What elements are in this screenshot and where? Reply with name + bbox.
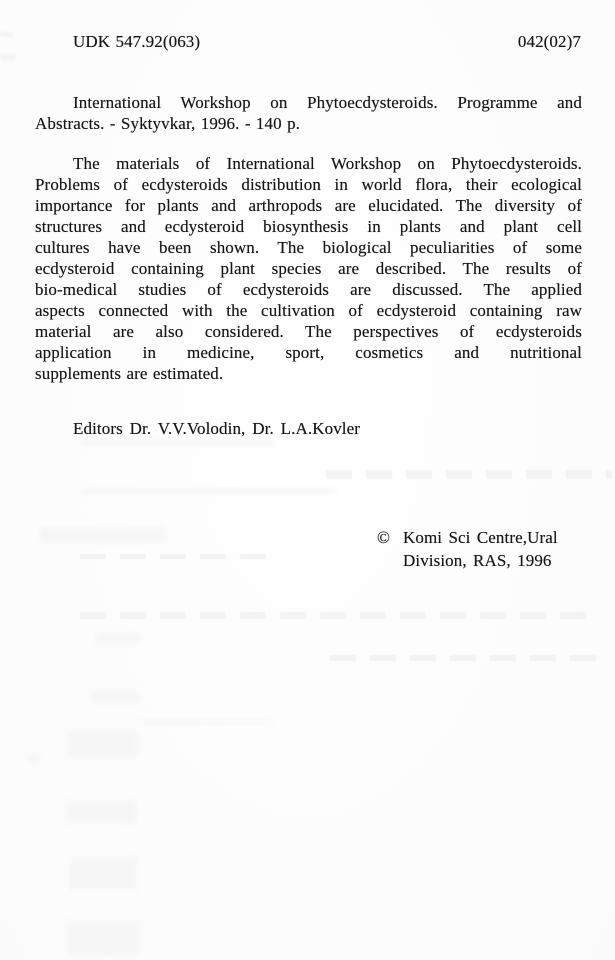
scan-artifact	[92, 690, 140, 704]
copyright-line-2: Division, RAS, 1996	[403, 551, 552, 570]
udk-number: UDK 547.92(063)	[73, 32, 201, 51]
citation-paragraph	[35, 92, 582, 134]
classification-header	[35, 31, 582, 52]
scan-artifact	[80, 554, 280, 559]
editors-line: Editors Dr. V.V.Volodin, Dr. L.A.Kovler	[73, 419, 361, 438]
scan-artifact	[67, 730, 139, 758]
copyright-text	[403, 526, 558, 572]
abstract-line: structures and ecdysteroid biosynthesis in plants and plant cell	[35, 217, 582, 236]
abstract-line: importance for plants and arthropods are elucidated. The diversity of	[35, 196, 582, 215]
abstract-line: application in medicine, sport, cosmetics and nutritional	[35, 343, 582, 362]
citation-line: Abstracts. - Syktyvkar, 1996. - 140 p.	[35, 114, 301, 133]
scan-artifact	[0, 54, 16, 60]
copyright-symbol: ©	[377, 528, 391, 547]
scan-artifact	[67, 800, 137, 824]
catalog-code: 042(02)7	[517, 32, 581, 51]
scan-artifact	[330, 655, 610, 661]
copyright-line-1: Komi Sci Centre,Ural	[403, 528, 558, 547]
citation-line: International Workshop on Phytoecdysteroids. Programme and	[73, 93, 582, 112]
scan-artifact	[95, 633, 140, 645]
scan-artifact	[40, 527, 165, 543]
abstract-line: ecdysteroid containing plant species are described. The results of	[35, 259, 582, 278]
scan-artifact	[80, 612, 600, 619]
scan-artifact	[136, 720, 272, 724]
copyright-block	[377, 526, 558, 572]
abstract-line: Problems of ecdysteroids distribution in world flora, their ecological	[35, 175, 582, 194]
abstract-line: supplements are estimated.	[35, 364, 224, 383]
scan-artifact	[80, 489, 336, 494]
abstract-paragraph	[35, 153, 582, 384]
scan-artifact	[0, 32, 13, 37]
scan-artifact	[326, 470, 612, 479]
scan-artifact	[28, 754, 40, 764]
abstract-line: cultures have been shown. The biological peculiarities of some	[35, 238, 582, 257]
scan-artifact	[67, 920, 139, 956]
scan-artifact	[80, 440, 275, 446]
scan-artifact	[70, 856, 138, 890]
abstract-line: aspects connected with the cultivation of ecdysteroid containing raw	[35, 301, 582, 320]
abstract-line: material are also considered. The perspectives of ecdysteroids	[35, 322, 582, 341]
abstract-line: bio-medical studies of ecdysteroids are discussed. The applied	[35, 280, 582, 299]
abstract-line: The materials of International Workshop on Phytoecdysteroids.	[73, 154, 582, 173]
